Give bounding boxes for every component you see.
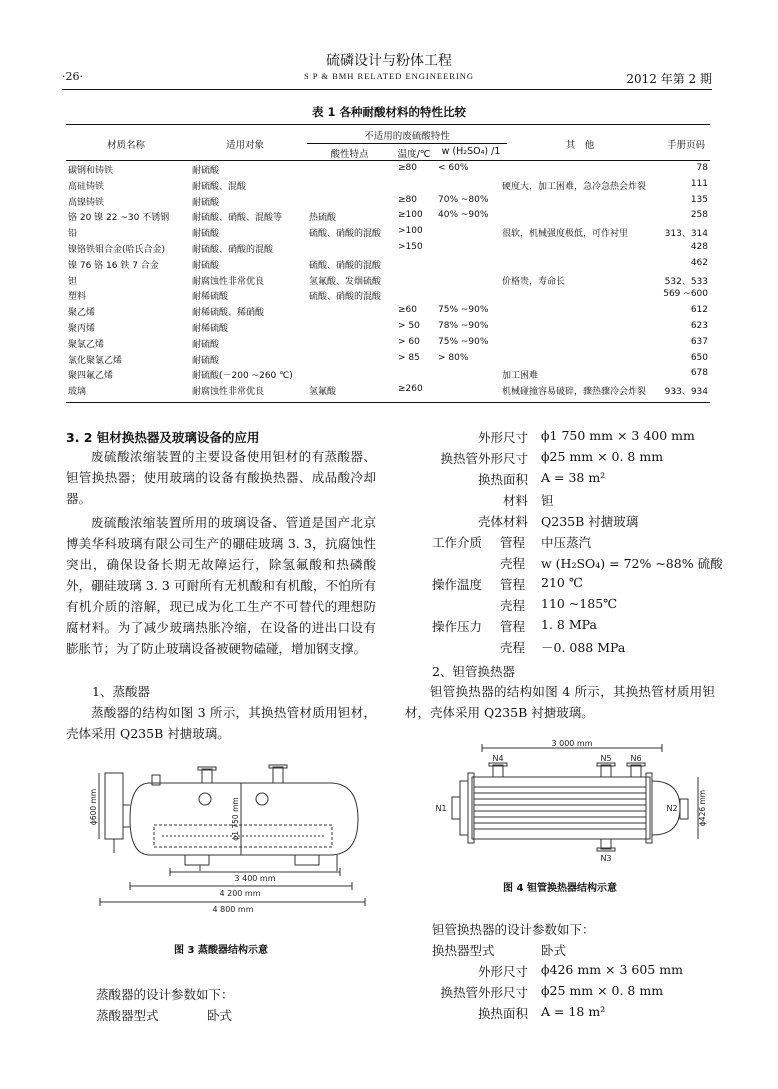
cell-temp: ≥80: [398, 163, 417, 173]
exchanger-shell: [472, 777, 650, 839]
th-manual-page: 手册页码: [666, 140, 705, 151]
cell-conc: 40% ~90%: [438, 210, 489, 221]
param-value: ϕ426 mm × 3 605 mm: [541, 962, 683, 977]
cell-page: 678: [690, 368, 708, 379]
cell-acid: 硫酸、硝酸的混酸: [309, 292, 382, 303]
th-temperature: 温度/℃: [397, 149, 431, 160]
th-unsuitable: 不适用的废硫酸特性: [364, 131, 450, 142]
spec-value: A = 38 m²: [541, 470, 606, 485]
cell-temp: > 50: [398, 321, 420, 331]
th-material: 材质名称: [106, 140, 145, 151]
paragraph-4: 钽管换热器的结构如图 4 所示，其换热管材质用钽材，壳体采用 Q235B 衬搪玻璃。: [405, 684, 715, 720]
cell-conc: 75% ~90%: [438, 305, 489, 316]
page-number: ·26·: [62, 70, 83, 83]
cell-page: 111: [690, 178, 708, 189]
cell-page: 637: [690, 336, 708, 347]
spec-label: 换热管外形尺寸: [440, 451, 528, 466]
cell-material: 玻璃: [68, 387, 87, 398]
figure-4-tantalum-exchanger-diagram: [430, 735, 710, 865]
spec-value: 110 ~185℃: [541, 596, 618, 611]
param-value: ϕ25 mm × 0. 8 mm: [541, 983, 664, 998]
cell-material: 铅: [68, 229, 78, 240]
cell-page: 258: [690, 210, 708, 221]
cell-page: 933、934: [664, 387, 708, 398]
cell-material: 镍铬铁钼合金(哈氏合金): [68, 245, 166, 255]
spec-label: 外形尺寸: [477, 430, 528, 445]
nozzle-n6: N6: [630, 754, 642, 763]
cell-target: 耐硫酸、混酸: [192, 181, 247, 192]
params-intro-left: 蒸酸器的设计参数如下：: [96, 987, 234, 1002]
journal-subtitle: S P & BMH RELATED ENGINEERING: [303, 71, 475, 81]
spec-sublabel: 壳程: [500, 598, 526, 613]
cell-material: 氯化聚氯乙烯: [68, 355, 123, 366]
cell-other: 机械碰撞容易破碎，骤热骤冷会炸裂: [502, 387, 647, 398]
param-value: A = 18 m²: [541, 1004, 606, 1019]
cell-target: 耐硫酸: [192, 260, 220, 271]
cell-material: 钽: [68, 276, 78, 287]
dim-phi600: ϕ600 mm: [89, 788, 98, 826]
subsection-1: 1、蒸酸器: [92, 684, 150, 699]
cell-material: 聚乙烯: [68, 308, 96, 319]
cell-page: 462: [690, 257, 708, 268]
cell-page: 78: [696, 163, 708, 173]
cell-target: 耐硫酸: [192, 197, 220, 208]
cell-other: 很软，机械强度极低，可作衬里: [502, 229, 629, 240]
figure-3-caption: 图 3 蒸酸器结构示意: [174, 945, 268, 956]
spec-value: w (H₂SO₄) = 72% ~88% 硫酸: [541, 556, 723, 571]
cell-material: 碳钢和铸铁: [68, 166, 114, 176]
cell-target: 耐稀硫酸: [192, 292, 229, 303]
nozzle-n3: N3: [600, 854, 612, 863]
cell-material: 铬 20 镍 22 ~30 不锈钢: [68, 213, 170, 224]
paragraph-3: 蒸酸器的结构如图 3 所示，其换热管材质用钽材，壳体采用 Q235B 衬搪玻璃。: [66, 705, 376, 741]
cell-acid: 热硫酸: [309, 213, 337, 224]
dim-phi426: ϕ426 mm: [698, 789, 707, 827]
table-group-rule: [307, 143, 507, 144]
dim-4800: 4 800 mm: [212, 905, 254, 914]
cell-material: 镍 76 铬 16 铁 7 合金: [68, 260, 159, 271]
cell-conc: 70% ~80%: [438, 194, 489, 205]
param-label: 换热管外形尺寸: [440, 985, 528, 1000]
cell-temp: > 60: [398, 336, 420, 347]
cell-page: 612: [690, 305, 708, 316]
header-rule: [62, 89, 712, 90]
spec-value: 210 ℃: [541, 575, 583, 590]
dim-3000: 3 000 mm: [551, 739, 593, 748]
th-other: 其 他: [565, 140, 595, 151]
spec-label: 操作温度: [432, 577, 483, 592]
paragraph-2: 废硫酸浓缩装置所用的玻璃设备、管道是国产北京博美华科玻璃有限公司生产的硼硅玻璃 3. 3，抗腐蚀性突出，确保设备长期无故障运行，除氢氟酸和热磷酸外，硼硅玻璃 3. 3 可耐所有无机酸和有机酸，不怕所有有机介质的溶解，现已成为化工生产不可替代的理想防腐材料。为了减少玻璃热胀冷缩，在设备的进出口设有膨胀节；为了防止玻璃设备被硬物磕碰，增加钢支撑。: [66, 515, 376, 656]
cell-target: 耐硫酸: [192, 166, 220, 176]
cell-target: 耐硫酸: [192, 229, 220, 240]
cell-page: 569 ~600: [663, 289, 708, 300]
cell-target: 耐硫酸: [192, 355, 220, 366]
table-bottom-rule: [66, 402, 710, 403]
param-type-value: 卧式: [207, 1008, 233, 1023]
param-label: 换热器型式: [432, 943, 495, 958]
spec-value: Q235B 衬搪玻璃: [541, 514, 639, 529]
spec-label: 壳体材料: [477, 514, 528, 529]
cell-material: 聚氯乙烯: [68, 339, 105, 350]
cell-temp: ≥80: [398, 194, 417, 205]
cell-target: 耐腐蚀性非常优良: [192, 276, 265, 287]
cell-target: 耐腐蚀性非常优良: [192, 387, 265, 398]
spec-label: 工作介质: [432, 535, 483, 550]
nozzle-n2: N2: [666, 804, 678, 813]
params-intro-right: 钽管换热器的设计参数如下：: [432, 922, 595, 937]
th-concentration: w (H₂SO₄) /1: [441, 146, 501, 157]
subsection-2: 2、钽管换热器: [432, 664, 515, 679]
dim-4200: 4 200 mm: [219, 889, 261, 898]
cell-target: 耐稀硫酸、稀硝酸: [192, 308, 265, 319]
cell-conc: 75% ~90%: [438, 336, 489, 347]
cell-conc: < 60%: [438, 163, 469, 173]
issue-label: 2012 年第 2 期: [626, 72, 712, 86]
cell-material: 聚丙烯: [68, 324, 96, 334]
spec-sublabel: 壳程: [500, 556, 526, 571]
small-vessel: [105, 773, 123, 839]
cell-target: 耐硫酸、硝酸、混酸等: [192, 213, 283, 224]
cell-conc: > 80%: [438, 352, 469, 363]
cell-other: 价格贵，寿命长: [502, 276, 566, 287]
table-caption: 表 1 各种耐酸材料的特性比较: [311, 105, 466, 119]
cell-temp: > 85: [398, 352, 420, 363]
spec-label: 操作压力: [432, 619, 483, 634]
cell-target: 耐硫酸(－200 ~260 ℃): [192, 371, 293, 382]
cell-page: 650: [690, 352, 708, 363]
cell-page: 532、533: [664, 276, 708, 287]
figure-4-caption: 图 4 钽管换热器结构示意: [503, 883, 617, 894]
cell-temp: >150: [398, 242, 423, 252]
spec-sublabel: 壳程: [500, 640, 526, 655]
table-top-rule: [66, 124, 710, 125]
cell-material: 高镍铸铁: [68, 197, 105, 208]
spec-sublabel: 管程: [500, 577, 526, 592]
spec-label: 换热面积: [477, 472, 528, 487]
section-title: 3. 2 钽材换热器及玻璃设备的应用: [66, 430, 260, 445]
main-shell: [130, 783, 358, 855]
cell-target: 耐硫酸、硝酸的混酸: [192, 245, 274, 255]
cell-page: 313、314: [664, 229, 708, 240]
cell-acid: 氢氟酸、发烟硫酸: [309, 276, 382, 287]
nozzle-n4: N4: [492, 754, 504, 763]
spec-sublabel: 管程: [500, 619, 526, 634]
figure-3-evaporator-diagram: [90, 755, 380, 915]
table-header-rule: [66, 160, 710, 161]
cell-conc: 78% ~90%: [438, 321, 489, 331]
cell-acid: 硫酸、硝酸的混酸: [309, 260, 382, 271]
param-value: 卧式: [541, 943, 567, 958]
journal-title: 硫磷设计与粉体工程: [326, 53, 452, 69]
nozzle-n1: N1: [435, 804, 447, 813]
cell-temp: >100: [398, 226, 423, 237]
cell-temp: ≥260: [398, 384, 423, 395]
spec-value: 1. 8 MPa: [541, 617, 597, 632]
param-label: 换热面积: [477, 1006, 528, 1021]
param-label: 外形尺寸: [477, 964, 528, 979]
cell-temp: ≥100: [398, 210, 423, 221]
cell-other: 硬度大，加工困难，急冷急热会炸裂: [502, 181, 647, 192]
cell-material: 高硅铸铁: [68, 181, 105, 192]
cell-page: 135: [690, 194, 708, 205]
cell-material: 聚四氟乙烯: [68, 371, 114, 382]
spec-value: ϕ1 750 mm × 3 400 mm: [541, 428, 695, 443]
cell-temp: ≥60: [398, 305, 417, 316]
spec-value: －0. 088 MPa: [541, 640, 626, 655]
paragraph-1: 废硫酸浓缩装置的主要设备使用钽材的有蒸酸器、钽管换热器；使用玻璃的设备有酸换热器、成品酸冷却器。: [66, 449, 376, 506]
cell-acid: 硫酸、硝酸的混酸: [309, 229, 382, 240]
spec-value: 中压蒸汽: [541, 535, 592, 550]
cell-page: 623: [690, 321, 708, 331]
param-type-label: 蒸酸器型式: [96, 1008, 159, 1023]
dim-phi1750: ϕ1 750 mm: [231, 797, 240, 841]
cell-page: 428: [690, 242, 708, 252]
nozzle-n5: N5: [600, 754, 612, 763]
spec-value: ϕ25 mm × 0. 8 mm: [541, 449, 664, 464]
spec-value: 钽: [541, 493, 554, 508]
cell-target: 耐硫酸: [192, 339, 220, 350]
cell-target: 耐稀硫酸: [192, 324, 229, 334]
th-acid: 酸性特点: [330, 149, 369, 160]
spec-label: 材料: [502, 493, 528, 508]
cell-acid: 氢氟酸: [309, 387, 337, 398]
th-target: 适用对象: [225, 140, 264, 151]
cell-other: 加工困难: [502, 371, 539, 382]
dim-3400: 3 400 mm: [234, 874, 276, 883]
cell-material: 塑料: [68, 292, 87, 303]
spec-sublabel: 管程: [500, 535, 526, 550]
